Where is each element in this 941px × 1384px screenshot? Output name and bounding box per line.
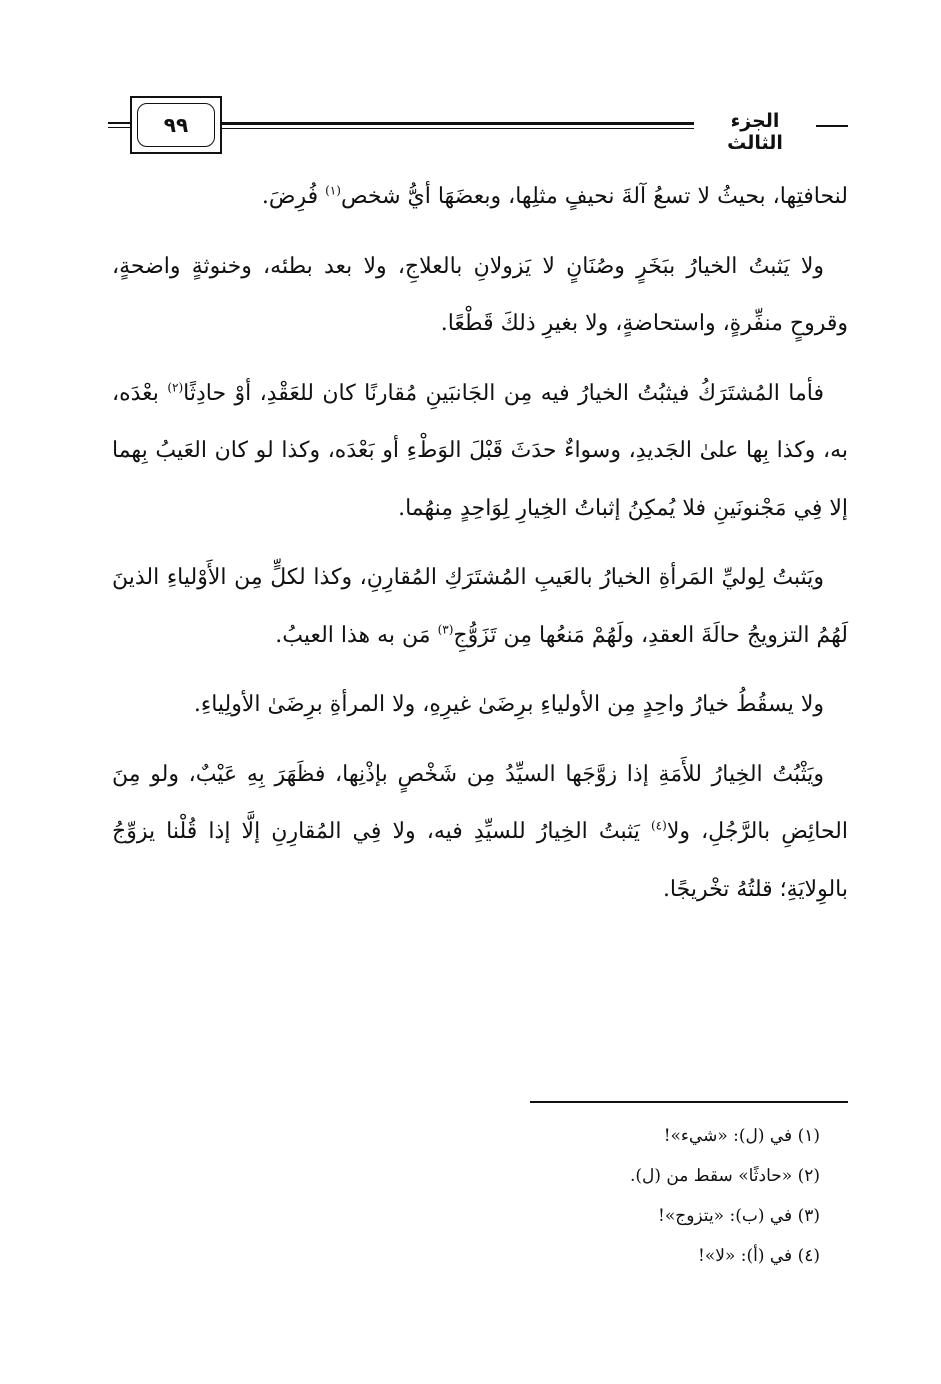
paragraph-text: يَثبتُ الخِيارُ للسيِّدِ فيه، ولا فِي المُقارِنِ إلَّا إذا قُلْنا يزوِّجُ بالوِلايَةِ؛ قلتُهُ تخْريجًا. [112,819,848,902]
paragraph [112,238,848,353]
paragraph-text: ولا يَثبتُ الخيارُ ببَخَرٍ وصُنَانٍ لا يَزولانِ بالعلاجِ، ولا بعد بطئه، وخنوثةٍ واضحةٍ، وقروحٍ منفِّرةٍ، واستحاضةٍ، ولا بغيرِ ذلكَ قَطْعًا. [112,253,848,336]
header-rule-right [816,125,848,127]
paragraph-text: ولا يسقُطُ خيارُ واحِدٍ مِن الأولياءِ برِضَىٰ غيرِهِ، ولا المرأةِ برِضَىٰ الأولِياءِ. [193,692,824,717]
paragraph [112,365,848,538]
footnote-ref: (٣) [437,622,454,637]
header-rule-left-thin [108,127,130,128]
footnote: (١) في (ل): «شيء»! [663,1126,820,1146]
footnote: (٢) «حادثًا» سقط من (ل). [629,1166,820,1186]
footnote: (٣) في (ب): «يتزوج»! [658,1206,820,1226]
footnotes [420,1116,820,1276]
footnote-ref: (٢) [167,380,184,395]
paragraph [112,676,848,734]
main-text [112,168,848,930]
paragraph-text: فُرِضَ. [261,184,326,209]
footnote-separator [530,1101,848,1103]
footnote-ref: (٤) [650,818,667,833]
footnote-ref: (١) [325,183,341,198]
paragraph-text: مَن به هذا العيبُ. [275,622,438,648]
paragraph-text: لنحافتِها، بحيثُ لا تسعُ آلةَ نحيفٍ مثلِها، وبعضَهَا أيُّ شخص [340,184,848,209]
page-header [108,96,848,158]
paragraph [112,746,848,919]
paragraph [112,549,848,664]
paragraph-text: بعْدَه، به، وكذا بِها علىٰ الجَديدِ، وسواءٌ حدَثَ قَبْلَ الوَطْءِ أو بَعْدَه، وكذا لو كان العَيبُ بِهما إلا فِي مَجْنونَينِ فلا يُمكِنُ إثباتُ الخِيارِ لِوَاحِدٍ مِنهُما. [112,380,848,521]
header-rule-left [108,122,130,124]
page-number: ٩٩ [137,103,215,147]
page-number-frame [130,96,222,154]
paragraph-text: ويَثبتُ لِوليِّ المَرأةِ الخيارُ بالعَيبِ المُشتَرَكِ المُقارِنِ، وكذا لكلٍّ مِن الأَوْلياءِ الذينَ لَهُمُ التزويجُ حالَةَ العقدِ، ولَهُمْ مَنعُها مِن تَزَوُّجِ [112,565,848,648]
header-rule-main-thin [222,128,694,129]
paragraph-text: ويَثْبُتُ الخِيارُ للأَمَةِ إذا زوَّجَها السيِّدُ مِن شَخْصٍ بإذْنِها، فظَهَرَ بِهِ عَيْبٌ، ولو مِنَ الحائِضِ بالرَّجُلِ، ولا [112,761,849,844]
running-title: الجزء الثالث [727,110,783,154]
header-rule-main [222,122,694,125]
paragraph [112,168,848,226]
paragraph-text: فأما المُشتَرَكُ فيثبُتُ الخيارُ فيه مِن الجَانبَينِ مُقارنًا كان للعَقْدِ، أوْ حادِثًا [183,380,825,406]
footnote: (٤) في (أ): «لا»! [698,1246,820,1266]
